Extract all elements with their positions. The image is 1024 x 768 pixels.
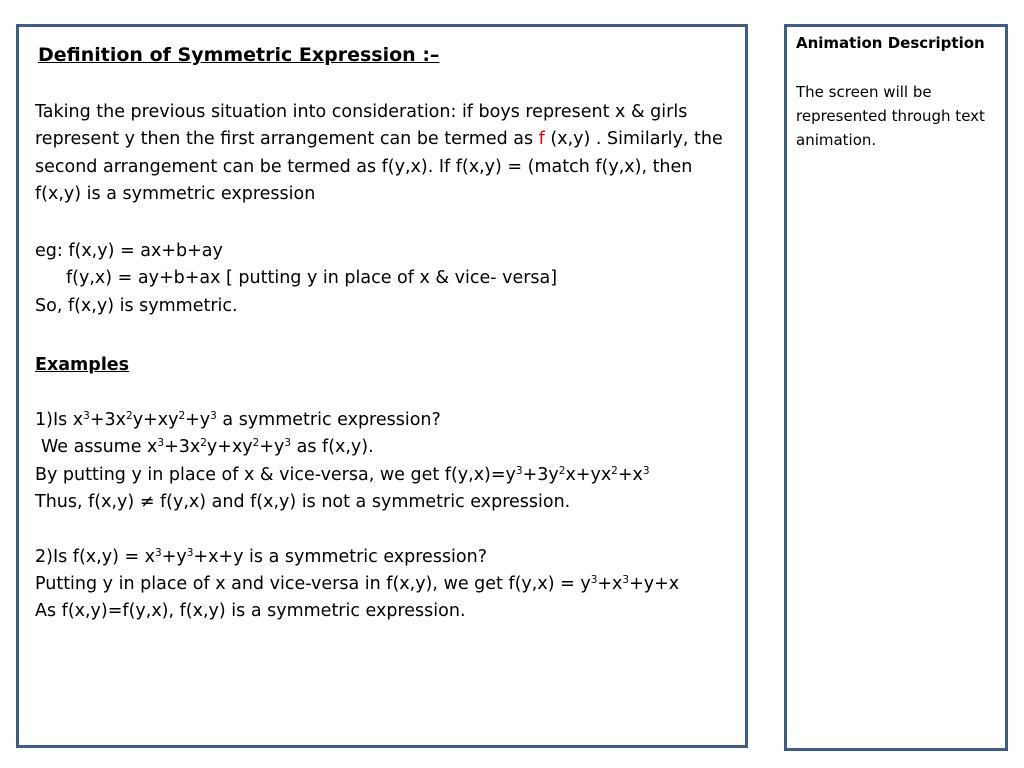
animation-description-text: The screen will be represented through text animation. xyxy=(796,83,985,149)
ex1-assumption: We assume $x^3+3x^2y+xy^2+y^3$ as f(x,y). xyxy=(41,437,374,457)
definition-paragraph xyxy=(35,99,735,208)
definition-text-part1: Taking the previous situation into consideration: if boys represent x & girls represent y then the first arrangement can be termed as xyxy=(35,102,688,150)
example-line-1: eg: f(x,y) = ax+b+ay xyxy=(35,241,223,261)
animation-description-panel xyxy=(784,24,1008,751)
ex1-conclusion: Thus, f(x,y) ≠ f(y,x) and f(x,y) is not a symmetric expression. xyxy=(35,492,571,512)
example-line-3: So, f(x,y) is symmetric. xyxy=(35,296,238,316)
ex2-question: 2)Is $f(x,y) = x^3+y^3+x+y$ is a symmetric expression? xyxy=(35,547,488,567)
example-line-2: f(y,x) = ay+b+ax [ putting y in place of x & vice- versa] xyxy=(66,268,558,288)
function-f-highlight: f xyxy=(538,129,545,150)
content-panel xyxy=(16,24,748,748)
definition-text-part2: (x,y) . Similarly, the second arrangement can be termed as f(y,x). If f(x,y) = (match f(y,x), then f(x,y) is a symmetric expression xyxy=(35,129,723,204)
page-title: Definition of Symmetric Expression :– xyxy=(38,44,440,66)
examples-heading: Examples xyxy=(35,355,130,375)
ex1-substitution: By putting y in place of x & vice-versa, we get $f(y,x)=y^3+3y^2x+yx^2+x^3$ xyxy=(35,465,650,485)
ex2-conclusion: As f(x,y)=f(y,x), f(x,y) is a symmetric expression. xyxy=(35,601,466,621)
ex2-substitution: Putting y in place of x and vice-versa in f(x,y), we get $f(y,x) = y^3+x^3+y+x$ xyxy=(35,574,680,594)
ex1-question: 1)Is $x^3+3x^2y+xy^2+y^3$ a symmetric expression? xyxy=(35,410,441,430)
animation-description-title: Animation Description xyxy=(796,34,985,52)
